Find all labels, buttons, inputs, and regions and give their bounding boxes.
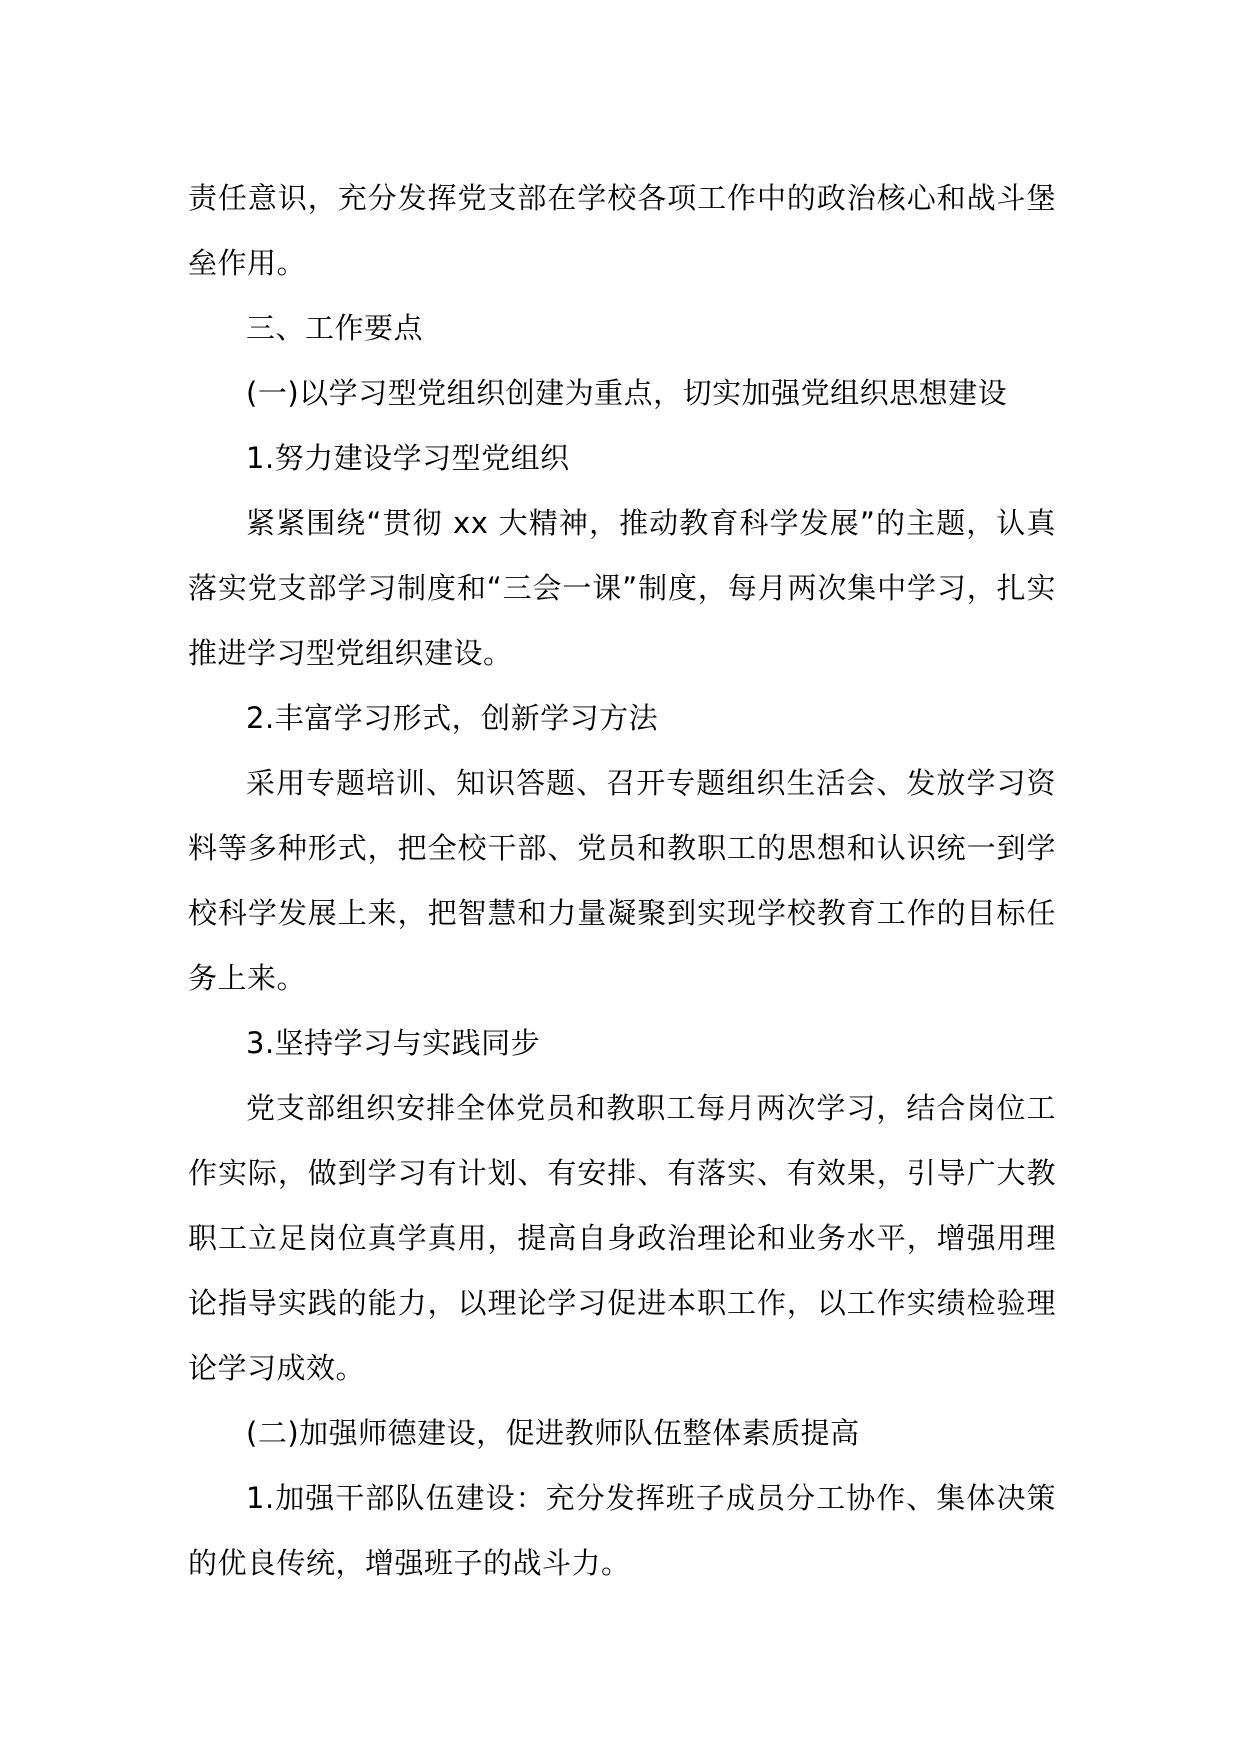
item-heading-2: 2.丰富学习形式，创新学习方法 <box>246 701 659 735</box>
section-heading-work-points: 三、工作要点 <box>246 311 424 345</box>
subheading-teacher-ethics: (二)加强师德建设，促进教师队伍整体素质提高 <box>246 1416 860 1450</box>
item-heading-1: 1.努力建设学习型党组织 <box>246 441 570 475</box>
document-body <box>188 166 1056 1596</box>
item-heading-3: 3.坚持学习与实践同步 <box>246 1026 541 1060</box>
paragraph-item-3: 党支部组织安排全体党员和教职工每月两次学习，结合岗位工作实际，做到学习有计划、有安排、有落实、有效果，引导广大教职工立足岗位真学真用，提高自身政治理论和业务水平，增强用理论指导实践的能力，以理论学习促进本职工作，以工作实绩检验理论学习成效。 <box>188 1091 1056 1385</box>
paragraph-item-2: 采用专题培训、知识答题、召开专题组织生活会、发放学习资料等多种形式，把全校干部、党员和教职工的思想和认识统一到学校科学发展上来，把智慧和力量凝聚到实现学校教育工作的目标任务上来。 <box>188 766 1056 995</box>
paragraph-cadre-team: 1.加强干部队伍建设：充分发挥班子成员分工协作、集体决策的优良传统，增强班子的战斗力。 <box>188 1481 1056 1580</box>
paragraph-responsibility: 责任意识，充分发挥党支部在学校各项工作中的政治核心和战斗堡垒作用。 <box>188 181 1056 280</box>
paragraph-item-1: 紧紧围绕“贯彻 xx 大精神，推动教育科学发展”的主题，认真落实党支部学习制度和“三会一课”制度，每月两次集中学习，扎实推进学习型党组织建设。 <box>188 506 1056 670</box>
subheading-learning-party-organization: (一)以学习型党组织创建为重点，切实加强党组织思想建设 <box>246 376 1008 410</box>
